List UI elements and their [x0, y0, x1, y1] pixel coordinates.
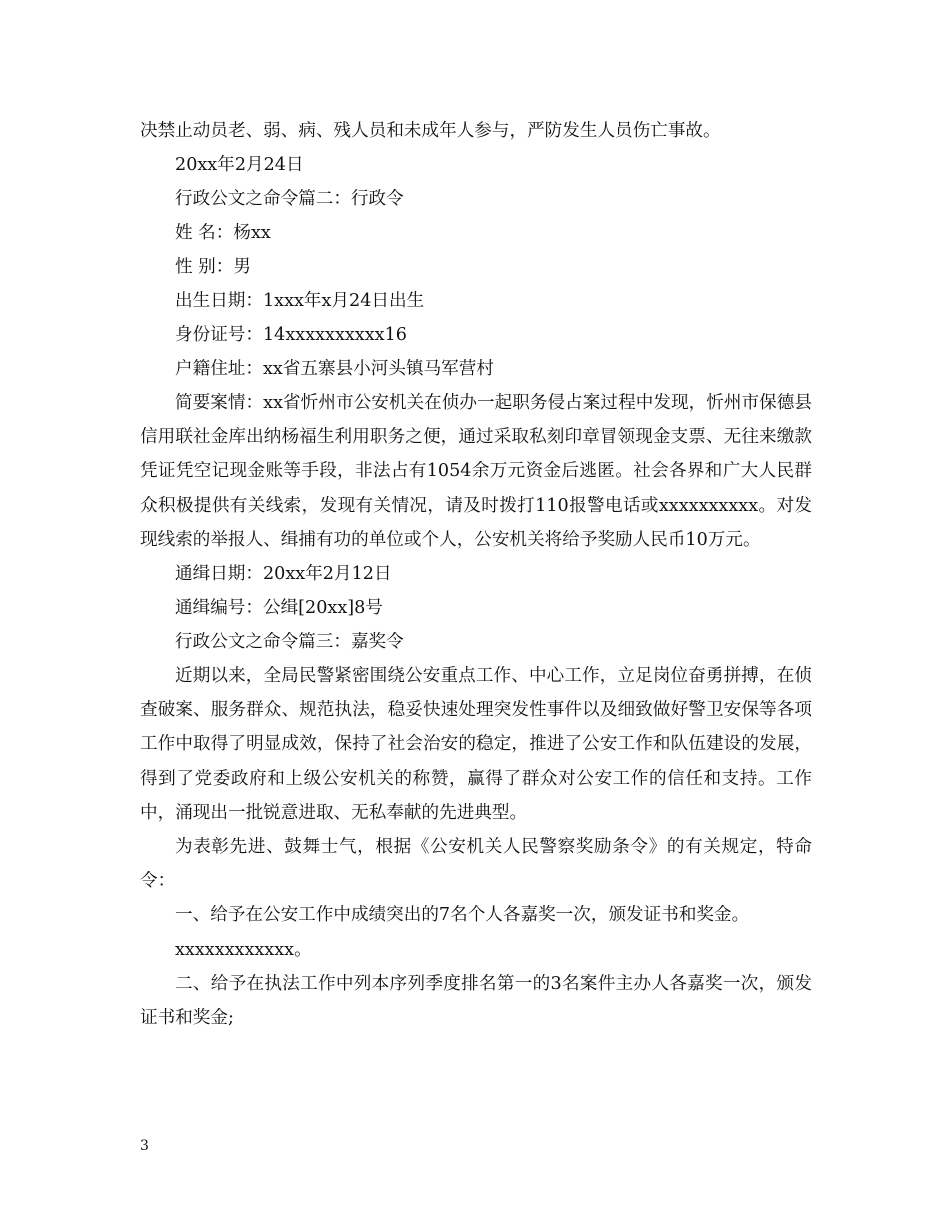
birth-date-field: 出生日期：1xxx年x月24日出生 — [175, 291, 425, 311]
wanted-number-line: 通缉编号：公缉[20xx]8号 — [175, 598, 383, 619]
commendation-paragraph: 为表彰先进、鼓舞士气，根据《公安机关人民警察奖励条令》的有关规定，特命令： — [140, 837, 812, 892]
document-body — [140, 114, 812, 1035]
household-address-field: 户籍住址：xx省五寨县小河头镇马军营村 — [175, 359, 494, 379]
section2-title: 行政公文之命令篇二：行政令 — [175, 189, 404, 209]
wanted-date-line: 通缉日期：20xx年2月12日 — [175, 564, 392, 585]
date-line: 20xx年2月24日 — [175, 155, 304, 175]
recent-work-paragraph: 近期以来，全局民警紧密围绕公安重点工作、中心工作，立足岗位奋勇拼搏，在侦查破案、服务群众、规范执法，稳妥快速处理突发性事件以及细致做好警卫安保等各项工作中取得了明显成效，保持了社会治安的稳定，推进了公安工作和队伍建设的发展，得到了党委政府和上级公安机关的称赞，赢得了群众对公安工作的信任和支持。工作中，涌现出一批锐意进取、无私奉献的先进典型。 — [140, 666, 812, 823]
section3-title: 行政公文之命令篇三：嘉奖令 — [175, 632, 404, 653]
text-line-continuation: 决禁止动员老、弱、病、残人员和未成年人参与，严防发生人员伤亡事故。 — [140, 121, 721, 141]
id-number-field: 身份证号：14xxxxxxxxxx16 — [175, 325, 407, 345]
item-two: 二、给予在执法工作中列本序列季度排名第一的3名案件主办人各嘉奖一次，颁发证书和奖金; — [140, 973, 812, 1028]
name-field: 姓 名：杨xx — [175, 223, 271, 243]
case-summary-paragraph: 简要案情：xx省忻州市公安机关在侦办一起职务侵占案过程中发现，忻州市保德县信用联社金库出纳杨福生利用职务之便，通过采取私刻印章冒领现金支票、无往来缴款凭证凭空记现金账等手段，非法占有1054余万元资金后逃匿。社会各界和广大人民群众积极提供有关线索，发现有关情况，请及时拨打110报警电话或xxxxxxxxxx。对发现线索的举报人、缉捕有功的单位或个人，公安机关将给予奖励人民币10万元。 — [140, 393, 812, 550]
item-one-names: xxxxxxxxxxxx。 — [175, 939, 312, 960]
item-one: 一、给予在公安工作中成绩突出的7名个人各嘉奖一次，颁发证书和奖金。 — [175, 905, 750, 926]
gender-field: 性 别：男 — [175, 257, 251, 277]
page-number: 3 — [140, 1138, 149, 1154]
